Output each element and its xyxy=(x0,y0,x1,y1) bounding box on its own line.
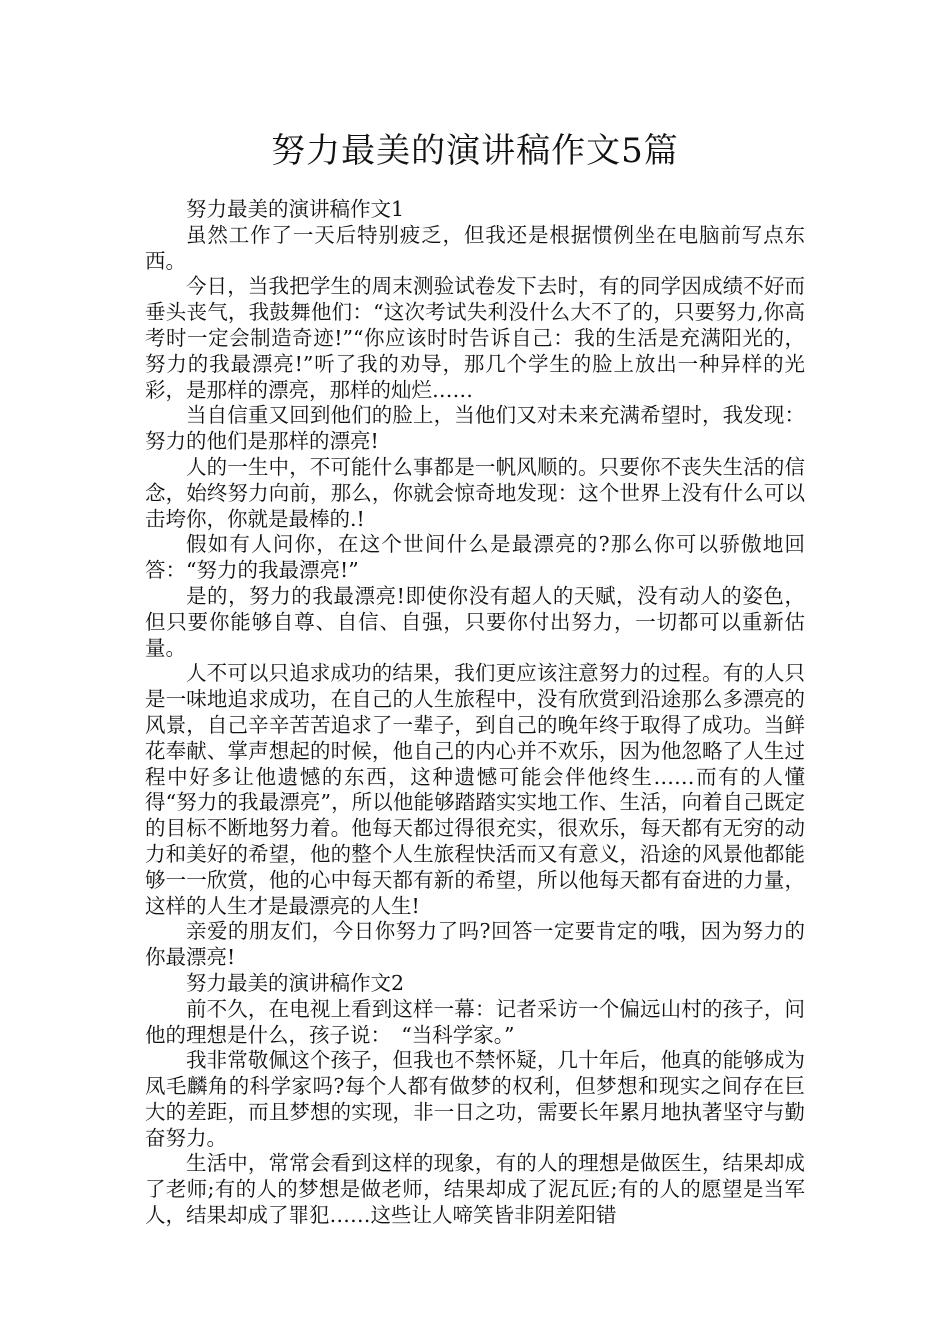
paragraph: 虽然工作了一天后特别疲乏，但我还是根据惯例坐在电脑前写点东西。 xyxy=(145,222,805,273)
paragraph: 假如有人问你，在这个世间什么是最漂亮的?那么你可以骄傲地回答：“努力的我最漂亮!” xyxy=(145,532,805,583)
paragraph: 人的一生中，不可能什么事都是一帆风顺的。只要你不丧失生活的信念，始终努力向前，那么，你就会惊奇地发现：这个世界上没有什么可以击垮你，你就是最棒的.! xyxy=(145,454,805,531)
paragraph: 当自信重又回到他们的脸上，当他们又对未来充满希望时，我发现：努力的他们是那样的漂亮! xyxy=(145,403,805,454)
section-heading: 努力最美的演讲稿作文1 xyxy=(186,197,405,221)
paragraph: 人不可以只追求成功的结果，我们更应该注意努力的过程。有的人只是一味地追求成功，在自己的人生旅程中，没有欣赏到沿途那么多漂亮的风景，自己辛辛苦苦追求了一辈子，到自己的晚年终于取得了成功。当鲜花奉献、掌声想起的时候，他自己的内心并不欢乐，因为他忽略了人生过程中好多让他遗憾的东西，这种遗憾可能会伴他终生……而有的人懂得“努力的我最漂亮”，所以他能够踏踏实实地工作、生活，向着自己既定的目标不断地努力着。他每天都过得很充实，很欢乐，每天都有无穷的动力和美好的希望，他的整个人生旅程快活而又有意义，沿途的风景他都能够一一欣赏，他的心中每天都有新的希望，所以他每天都有奋进的力量，这样的人生才是最漂亮的人生! xyxy=(145,661,805,918)
document-body xyxy=(145,197,805,1229)
paragraph: 前不久，在电视上看到这样一幕：记者采访一个偏远山村的孩子，问他的理想是什么，孩子说： “当科学家。” xyxy=(145,996,805,1047)
paragraph: 是的，努力的我最漂亮!即使你没有超人的天赋，没有动人的姿色，但只要你能够自尊、自信、自强，只要你付出努力，一切都可以重新估量。 xyxy=(145,583,805,660)
paragraph: 生活中，常常会看到这样的现象，有的人的理想是做医生，结果却成了老师;有的人的梦想是做老师，结果却成了泥瓦匠;有的人的愿望是当军人，结果却成了罪犯……这些让人啼笑皆非阴差阳错 xyxy=(145,1151,805,1228)
paragraph: 今日，当我把学生的周末测验试卷发下去时，有的同学因成绩不好而垂头丧气，我鼓舞他们：“这次考试失利没什么大不了的，只要努力,你高考时一定会制造奇迹!”“你应该时时告诉自己：我的生活是充满阳光的，努力的我最漂亮!”听了我的劝导，那几个学生的脸上放出一种异样的光彩，是那样的漂亮，那样的灿烂…… xyxy=(145,274,805,402)
paragraph: 亲爱的朋友们，今日你努力了吗?回答一定要肯定的哦，因为努力的你最漂亮! xyxy=(145,919,805,970)
document-title: 努力最美的演讲稿作文5篇 xyxy=(271,131,679,171)
paragraph: 我非常敬佩这个孩子，但我也不禁怀疑，几十年后，他真的能够成为凤毛麟角的科学家吗?每个人都有做梦的权利，但梦想和现实之间存在巨大的差距，而且梦想的实现，非一日之功，需要长年累月地执著坚守与勤奋努力。 xyxy=(145,1048,805,1150)
section-heading: 努力最美的演讲稿作文2 xyxy=(186,970,405,995)
